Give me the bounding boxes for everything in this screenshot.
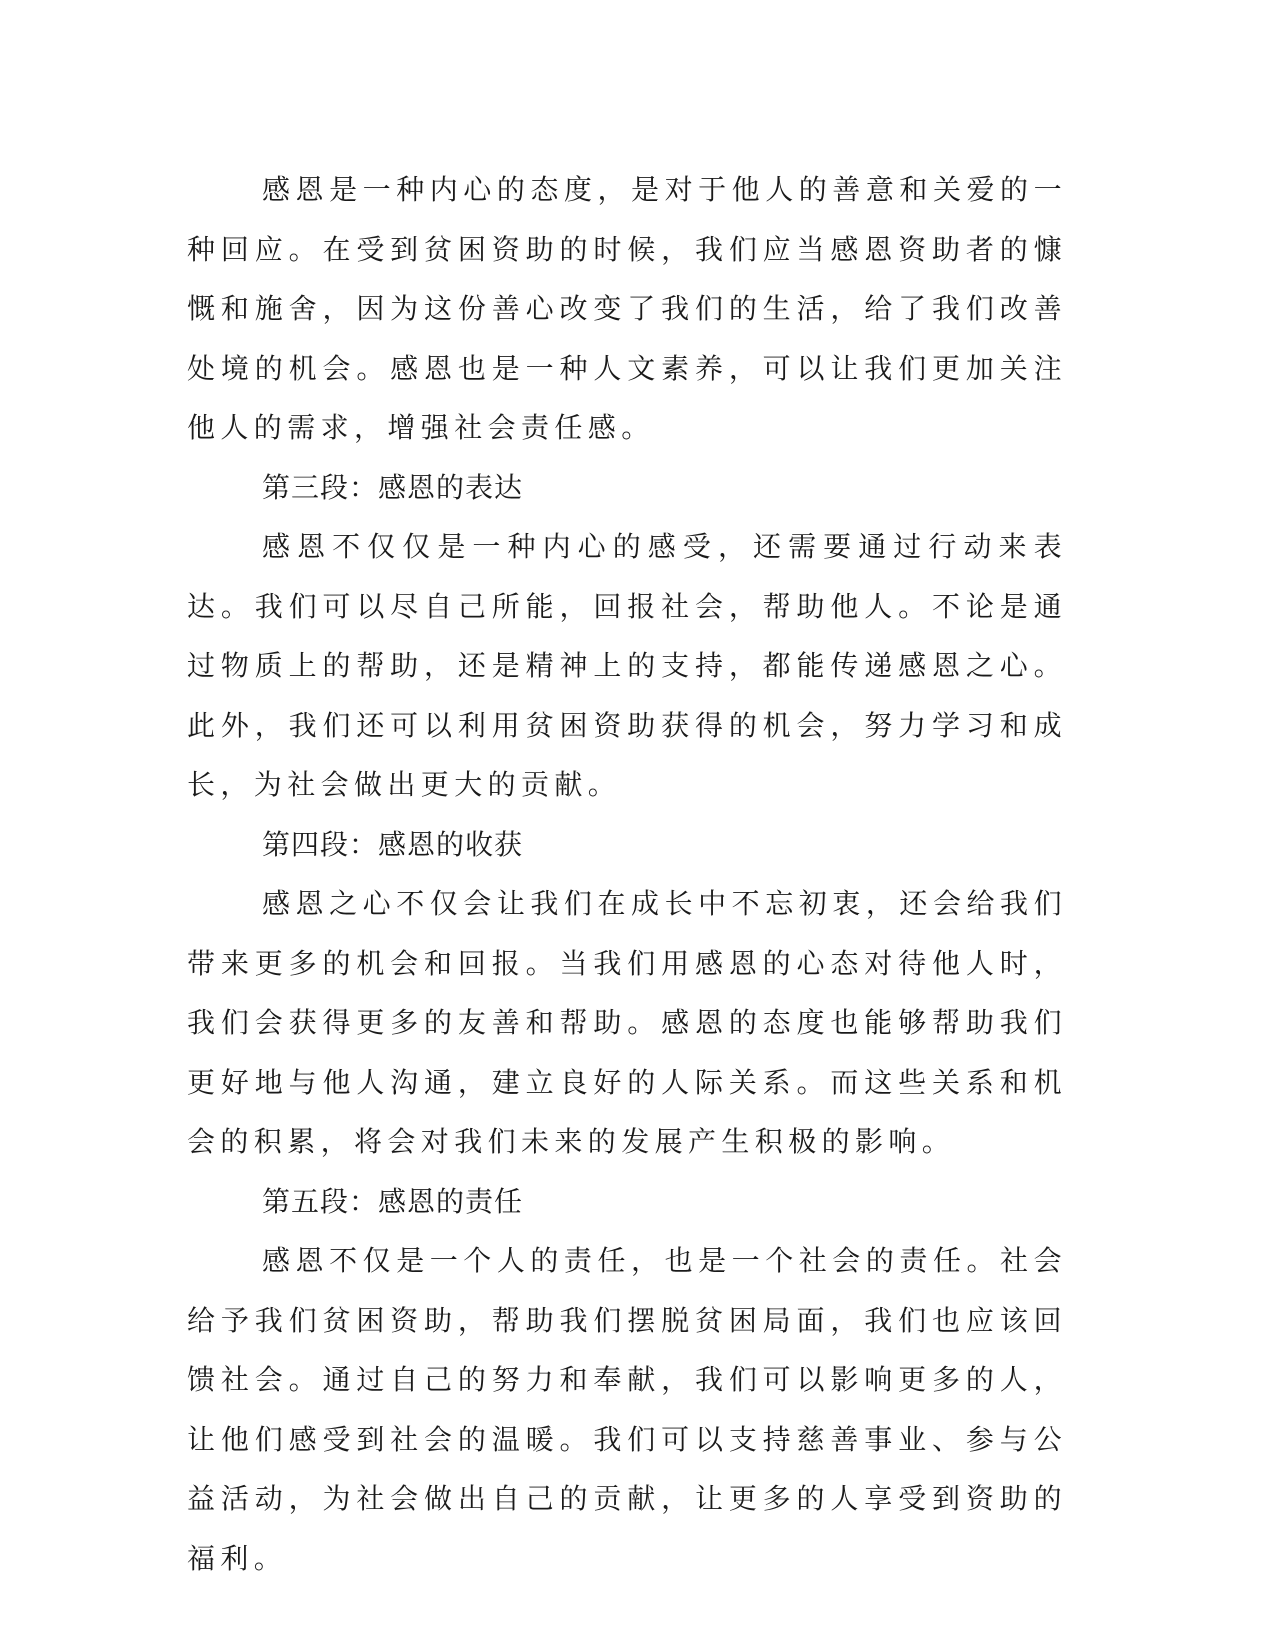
section-heading-3: 第三段：感恩的表达 [262,470,524,504]
paragraph-gratitude-attitude: 感恩是一种内心的态度，是对于他人的善意和关爱的一种回应。在受到贫困资助的时候，我们应当感恩资助者的慷慨和施舍，因为这份善心改变了我们的生活，给了我们改善处境的机会。感恩也是一种人文素养，可以让我们更加关注他人的需求，增强社会责任感。 [187,173,1067,444]
section-heading-5: 第五段：感恩的责任 [262,1184,524,1218]
paragraph-gratitude-responsibility: 感恩不仅是一个人的责任，也是一个社会的责任。社会给予我们贫困资助，帮助我们摆脱贫困局面，我们也应该回馈社会。通过自己的努力和奉献，我们可以影响更多的人，让他们感受到社会的温暖。我们可以支持慈善事业、参与公益活动，为社会做出自己的贡献，让更多的人享受到资助的福利。 [187,1244,1067,1575]
section-heading-4: 第四段：感恩的收获 [262,827,524,861]
paragraph-gratitude-gains: 感恩之心不仅会让我们在成长中不忘初衷，还会给我们带来更多的机会和回报。当我们用感恩的心态对待他人时，我们会获得更多的友善和帮助。感恩的态度也能够帮助我们更好地与他人沟通，建立良好的人际关系。而这些关系和机会的积累，将会对我们未来的发展产生积极的影响。 [187,887,1067,1158]
paragraph-gratitude-expression: 感恩不仅仅是一种内心的感受，还需要通过行动来表达。我们可以尽自己所能，回报社会，帮助他人。不论是通过物质上的帮助，还是精神上的支持，都能传递感恩之心。此外，我们还可以利用贫困资助获得的机会，努力学习和成长，为社会做出更大的贡献。 [187,530,1067,801]
document-body [187,160,1067,1588]
